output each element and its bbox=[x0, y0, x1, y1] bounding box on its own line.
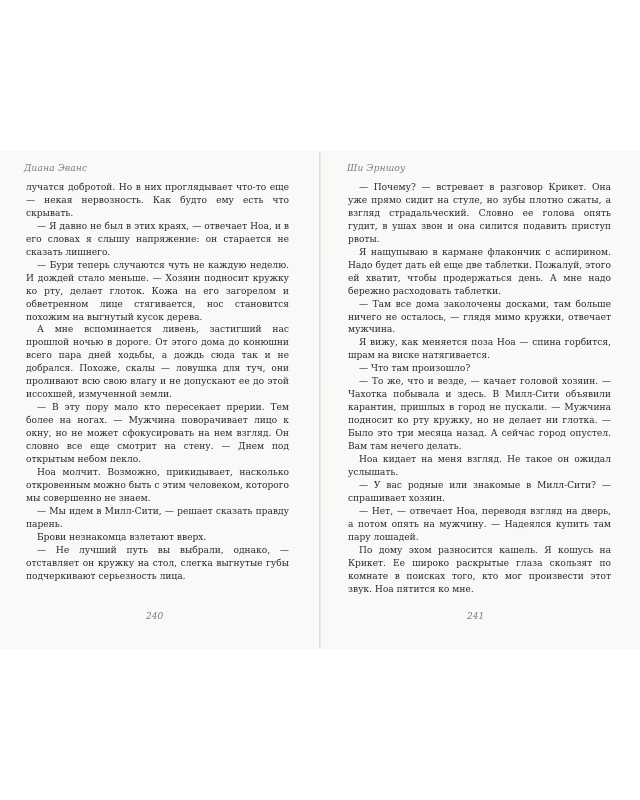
paragraph: — У вас родные или знакомые в Милл-Сити? — спрашивает хозяин. bbox=[348, 480, 611, 504]
paragraph: Ноа молчит. Возможно, прикидывает, насколько откровенным можно быть с этим человеком, которого мы совершенно не знаем. bbox=[26, 467, 289, 504]
paragraph: — Там все дома заколочены досками, там больше ничего не осталось, — глядя мимо кружки, отвечает мужчина. bbox=[348, 299, 611, 336]
paragraph: Я вижу, как меняется поза Ноа — спина горбится, шрам на виске натягивается. bbox=[348, 338, 611, 362]
paragraph: — Нет, — отвечает Ноа, переводя взгляд на дверь, а потом опять на мужчину. — Надеялся купить там пару лошадей. bbox=[348, 506, 611, 543]
paragraph: — Мы идем в Милл-Сити, — решает сказать правду парень. bbox=[26, 506, 289, 530]
right-running-head: Ши Эрншоу bbox=[347, 164, 406, 174]
paragraph: Ноа кидает на меня взгляд. Не такое он ожидал услышать. bbox=[348, 455, 611, 478]
paragraph: лучатся добротой. Но в них проглядывает что-то еще — некая нервозность. Как будто ему есть что скрывать. bbox=[26, 183, 289, 219]
left-page-text bbox=[26, 182, 289, 584]
paragraph: — Я давно не был в этих краях, — отвечает Ноа, и в его словах я слышу напряжение: он старается не сказать лишнего. bbox=[26, 221, 289, 258]
left-page-number: 240 bbox=[146, 612, 164, 622]
paragraph: — Что там произошло? bbox=[359, 364, 471, 375]
left-running-head: Диана Эванс bbox=[24, 164, 88, 174]
paragraph: А мне вспоминается ливень, застигший нас прошлой ночью в дороге. От этого дома до конюшни всего пара дней ходьбы, а дождь сюда так и не добрался. Похоже, скалы — ловушка для туч, они проливают всю свою влагу и не допускают ее до этой иссохшей, измученной земли. bbox=[26, 325, 289, 401]
paragraph: По дому эхом разносится кашель. Я кошусь на Крикет. Ее широко раскрытые глаза скользят по комнате в поисках того, кто мог произвести этот звук. Ноа пятится ко мне. bbox=[348, 545, 611, 595]
paragraph: — Бури теперь случаются чуть не каждую неделю. И дождей стало меньше. — Хозяин подносит кружку ко рту, делает глоток. Кожа на его загорелом и обветренном лице стягивается, нос становится похожим на выгнутый кусок дерева. bbox=[26, 260, 289, 323]
left-page bbox=[0, 152, 319, 648]
right-page-text bbox=[348, 182, 611, 597]
paragraph: — Не лучший путь вы выбрали, однако, — отставляет он кружку на стол, слегка выгнутые губы подчеркивают серьезность лица. bbox=[26, 545, 289, 582]
paragraph: Брови незнакомца взлетают вверх. bbox=[37, 532, 207, 543]
paragraph: — Почему? — встревает в разговор Крикет. Она уже прямо сидит на стуле, но зубы плотно сжаты, а взгляд страдальческий. Словно ее голова опять гудит, в ушах звон и она силится подавить приступ рвоты. bbox=[348, 183, 611, 245]
book-spread bbox=[0, 152, 640, 648]
right-page-number: 241 bbox=[467, 612, 485, 622]
paragraph: — В эту пору мало кто пересекает прерии. Тем более на ногах. — Мужчина поворачивает лицо к окну, но не может сфокусировать на нем взгляд. Он словно все еще смотрит на стену. — Днем под открытым небом пекло. bbox=[26, 403, 289, 466]
paragraph: Я нащупываю в кармане флакончик с аспирином. Надо будет дать ей еще две таблетки. Пожалуй, этого ей хватит, чтобы продержаться день. А мне надо бережно расходовать таблетки. bbox=[348, 247, 611, 297]
paragraph: — То же, что и везде, — качает головой хозяин. — Чахотка побывала и здесь. В Милл-Сити объявили карантин, пришлых в город не пускали. — Мужчина подносит ко рту кружку, но не делает ни глотка. — Было это три месяца назад. А сейчас город опустел. Вам там нечего делать. bbox=[348, 377, 611, 453]
right-page bbox=[321, 152, 640, 648]
